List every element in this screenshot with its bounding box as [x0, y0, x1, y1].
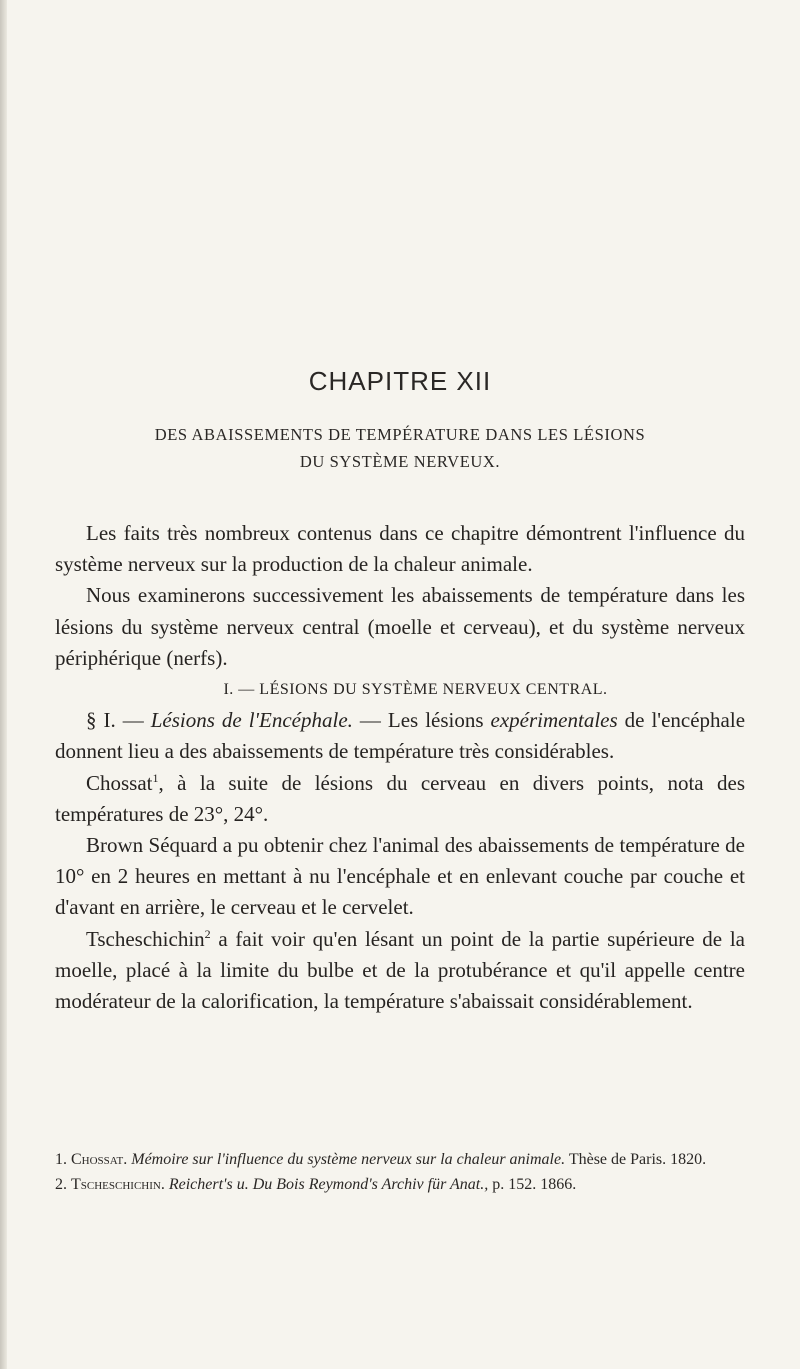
- section-subtitle: Lésions de l'Encéphale.: [150, 708, 353, 733]
- paragraph-tscheschichin: [55, 924, 745, 1018]
- section-marker: § I. —: [86, 708, 151, 733]
- paragraph-text: , à la suite de lésions du cerveau en divers points, nota des températures de 23°, 24°.: [55, 770, 745, 826]
- chapter-subtitle-line-1: DES ABAISSEMENTS DE TEMPÉRATURE DANS LES LÉSIONS: [154, 425, 646, 444]
- paragraph-brown-sequard: Brown Séquard a pu obtenir chez l'animal des abaissements de température de 10° en 2 heures en mettant à nu l'encéphale et en enlevant couche par couche et d'avant en arrière, le cerveau et le cervelet.: [55, 833, 745, 920]
- author-name: Chossat: [86, 770, 153, 795]
- footnote-title: Reichert's u. Du Bois Reymond's Archiv für Anat.,: [168, 1176, 489, 1193]
- section-heading: I. — LÉSIONS DU SYSTÈME NERVEUX CENTRAL.: [223, 681, 608, 699]
- footnote-ref-1: 1: [152, 770, 159, 785]
- footnote-number: 2.: [55, 1176, 67, 1193]
- paragraph-chossat: [55, 768, 745, 830]
- body-text: [55, 518, 745, 1017]
- footnote-number: 1.: [55, 1151, 67, 1168]
- footnote-source: Thèse de Paris. 1820.: [568, 1151, 707, 1168]
- footnote-author: Chossat.: [71, 1151, 128, 1168]
- footnote-ref-2: 2: [204, 926, 211, 941]
- paragraph-text: de l'encéphale donnent lieu a des abaissements de température très considérables.: [55, 708, 746, 764]
- chapter-subtitle-line-2: DU SYSTÈME NERVEUX.: [299, 452, 501, 471]
- footnote-2: [55, 1175, 755, 1194]
- section-heading-wrap: [55, 674, 745, 705]
- paragraph-text: a fait voir qu'en lésant un point de la partie supérieure de la moelle, placé à la limite du bulbe et de la protubérance et qu'il appelle centre modérateur de la calorification, la température s'abaissait considérablement.: [55, 926, 745, 1014]
- footnote-source: p. 152. 1866.: [492, 1176, 577, 1193]
- paragraph-plan: Nous examinerons successivement les abaissements de température dans les lésions du système nerveux central (moelle et cerveau), et du système nerveux périphérique (nerfs).: [55, 583, 745, 670]
- footnotes: [55, 1150, 755, 1200]
- paragraph-text: — Les lésions: [352, 708, 491, 733]
- footnote-1: [55, 1150, 755, 1169]
- footnote-title: Mémoire sur l'influence du système nerveux sur la chaleur animale.: [131, 1151, 566, 1168]
- chapter-title: CHAPITRE XII: [308, 366, 492, 396]
- paragraph-intro: Les faits très nombreux contenus dans ce chapitre démontrent l'influence du système nerveux sur la production de la chaleur animale.: [55, 521, 745, 577]
- footnote-author: Tscheschichin.: [71, 1176, 165, 1193]
- emphasis-text: expérimentales: [490, 708, 618, 733]
- paragraph-encephale: [55, 705, 745, 767]
- author-name: Tscheschichin: [86, 926, 205, 951]
